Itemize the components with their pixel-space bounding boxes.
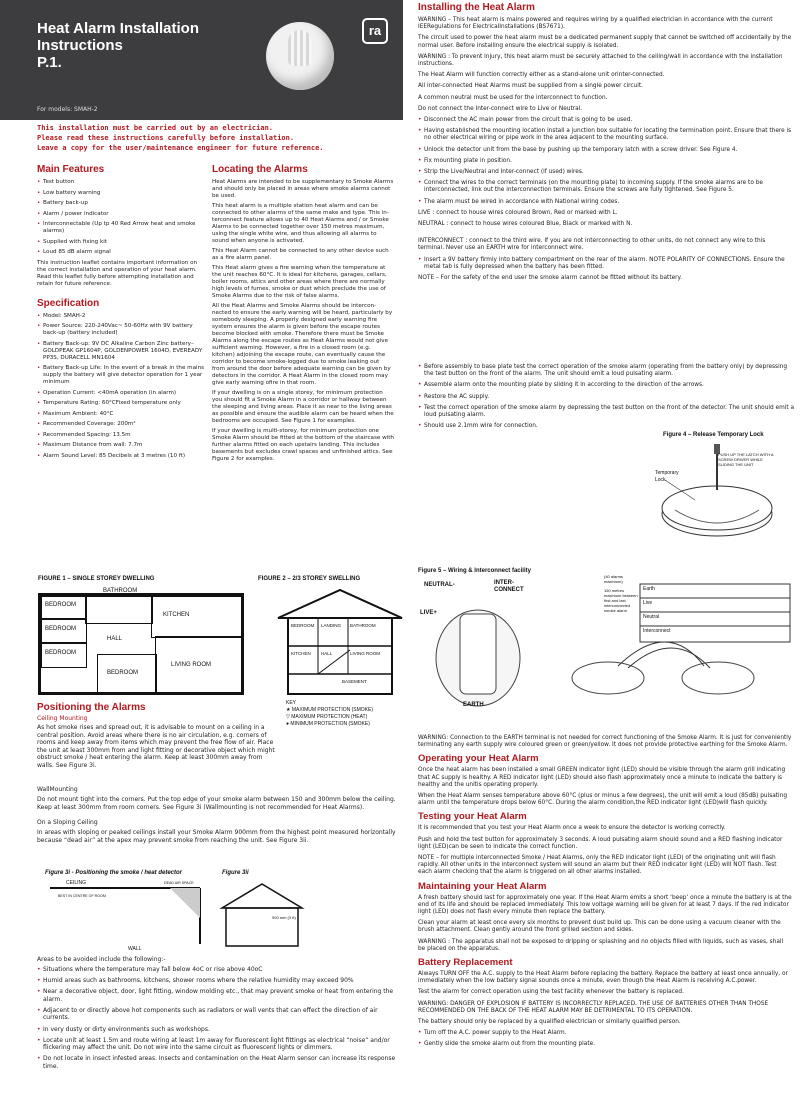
ceiling-mounting (37, 724, 277, 773)
locating-paragraph: This Heat alarm gives a fire warning when the temperature at the unit reaches 60°C. It is ideal for kitchens, garages, cellars, boiler rooms, attics and other areas where there are normally high levels of fumes, smoke or dust which preclude the use of Smoke Alarms due to the risk of false alarms. (212, 265, 387, 299)
warning-line: This installation must be carried out by an electrician. (37, 124, 274, 132)
room-label: HALL (107, 636, 123, 642)
room-label: HALL (321, 651, 333, 656)
avoid-item: • Humid areas such as bathrooms, kitchens, shower rooms where the relative humidity may exceed 90% (37, 977, 397, 985)
install-step: • Disconnect the AC main power from the circuit that is going to be used. (418, 117, 792, 124)
install-step: • The alarm must be wired in accordance with National wiring codes. (418, 199, 792, 206)
locating-paragraph: If your dwelling is multi-storey, for minimum protection one Smoke Alarm should be fitted at the bottom of the staircase with further alarms fitted on each upstairs landing. This includes basements but excludes crawl spaces and unfinished attics. See Figure 2 for examples. (212, 428, 394, 462)
avoid-item: • In very dusty or dirty environments such as workshops. (37, 1026, 397, 1034)
install-step: • Restore the AC supply. (418, 394, 792, 401)
room-label: BATHROOM (103, 588, 138, 594)
spec-item: • Alarm Sound Level: 85 Decibels at 3 metres (10 ft) (37, 453, 207, 460)
install-paragraph: WARNING – This heat alarm is mains powered and requires wiring by a qualified electrician in accordance with the current IEERegulations for ElectricalInstallations (BS7671). (418, 17, 773, 31)
spec-item: • Recommended Spacing: 13.5m (37, 432, 207, 439)
install-step: • Before assembly to base plate test the correct operation of the smoke alarm (operating from the battery only) by depressing the test button on the front of the alarm. The unit should emit a loud pulsating alarm. (418, 364, 792, 378)
spec-item: • Battery Back-up: 9V DC Alkaline Carbon Zinc battery– GOLDPEAK GP1604P, GOLDENPOWER 1604D, EVEREADY PP3S, DURACELL MN1604 (37, 341, 207, 362)
testing-paragraph: NOTE – for multiple interconnected Smoke / Heat Alarms, only the RED indicator light (LED) of the originating unit will flash rapidly. All other units in the interconnect system will sound an alarm but their RED indicator light (LED) will NOT flash. Test each alarm checking that the alarm is triggered on all other alarms installed. (418, 855, 777, 876)
room-label: BASEMENT (342, 679, 367, 684)
header-banner (0, 0, 403, 120)
neutral-wire-text: NEUTRAL : connect to house wires coloured Blue, Black or marked with N. (418, 221, 633, 228)
room-label: KITCHEN (291, 651, 311, 656)
install-paragraph: The Heat Alarm will function correctly either as a stand-alone unit orinter-connected. (418, 72, 665, 79)
temporary-lock-label: Temporary Lock (655, 470, 679, 483)
avoid-intro: Areas to be avoided include the following:- (37, 956, 166, 963)
figure-key (286, 700, 406, 728)
feature-item: • Supplied with fixing kit (37, 239, 207, 246)
subheading: WallMounting (37, 786, 78, 793)
room-label: LIVING ROOM (171, 662, 212, 668)
battery-paragraph: Always TURN OFF the A.C. supply to the Heat Alarm before replacing the battery. Replace the battery at least once annually, or immediately when the low battery signal sounds once a minute, even though the Heat Alarm is receiving A.C.power. (418, 971, 788, 985)
locating-section (212, 164, 394, 466)
fig3-label: BEST IN CENTRE OF ROOM (58, 894, 106, 898)
feature-item: • Low battery warning (37, 190, 207, 197)
live-wire-text: LIVE : connect to house wires coloured Brown, Red or marked with L. (418, 209, 618, 216)
testing-paragraph: Push and hold the test button for approximately 3 seconds. A loud pulsating alarm should sound and a RED flashing indicator light (LED)can be seen to indicate the correct function. (418, 836, 783, 850)
battery-paragraph: WARNING: DANGER OF EXPLOSION IF BATTERY IS INCORRECTLY REPLACED. THE USE OF BATTERIES OTHER THAN THOSE RECOMMENDED ON THE BACK OF THE HEAT ALARM MAY BE DETRIMENTAL TO ITS OPERATION. (418, 1000, 769, 1014)
install-note: NOTE – For the safety of the end user the smoke alarm cannot be fitted without its battery. (418, 275, 682, 282)
wall-paragraph: Do not mount tight into the corners. Put the top edge of your smoke alarm between 150 and 300mm below the ceiling. Keep at least 300mm from room corners. See Figure 3i (Wallmounting is not recommended for Heat Alarms). (37, 796, 396, 811)
feature-item: • Interconnectable (Up tp 40 Red Arrow heat and smoke alarms) (37, 221, 207, 235)
figure-2-house (270, 588, 410, 700)
spec-item: • Maximum Distance from wall: 7.7m (37, 442, 207, 449)
wall-mounting (37, 786, 397, 847)
key-title: KEY (286, 700, 297, 706)
battery-paragraph: The battery should only be replaced by a qualified electrician or similarly qualified person. (418, 1019, 681, 1026)
live-label: LIVE+ (420, 610, 437, 616)
room-label: KITCHEN (163, 612, 190, 618)
install-paragraph: The circuit used to power the heat alarm must be a dedicated permanent supply that cannot be switched off accidentally by the normal user. Before installing ensure the electrical supply is isolated. (418, 35, 792, 49)
feature-item: • Alarm / power indicator (37, 211, 207, 218)
install-step: • Fix mounting plate in position. (418, 158, 792, 165)
battery-step: • Insert a 9V battery firmly into battery compartment on the rear of the alarm. NOTE POLARITY OF CONNECTIONS. Ensure the metal tab is fully depressed when the battery has been fitted. (418, 257, 792, 271)
spec-item: • Maximum Ambient: 40°C (37, 411, 207, 418)
heat-alarm-image (266, 22, 334, 90)
section-heading: Specification (37, 297, 100, 309)
avoid-item: • Do not locate in insect infested areas. Insects and contamination on the Heat Alarm sensor can increase its response time. (37, 1055, 397, 1070)
earth-label: EARTH (463, 702, 484, 708)
locating-paragraph: If your dwelling is on a single storey, for minimum protection you should fit a Smoke Alarm in a corridor or hallway between the sleeping and living areas. Place it as near to the living areas as possible and ensure the audible alarm can be heard when the bedrooms are occupied. See Figure 1 for examples. (212, 390, 394, 424)
wire-label: Interconnect (643, 628, 671, 634)
section-heading: Maintaining your Heat Alarm (418, 880, 547, 892)
intro-paragraph: This instruction leaflet contains important information on the correct installation and operation of your heat alarm. Read this leaflet fully before attempting installation and retain for future reference. (37, 259, 198, 287)
interconnect-label: INTER-CONNECT (494, 580, 524, 593)
wire-label: Neutral (643, 614, 660, 620)
section-heading: Main Features (37, 164, 105, 175)
feature-item: • Battery back-up (37, 200, 207, 207)
room-label: BEDROOM (291, 623, 315, 628)
models-label: For models: SMAH-2 (37, 106, 98, 113)
install-paragraph: Do not connect the Inter-connect wire to Live or Neutral. (418, 105, 583, 112)
figure-3i-caption: Figure 3i - Positioning the smoke / heat detector (45, 870, 183, 876)
spec-item: • Temperature Rating: 60°CFixed temperature only (37, 400, 207, 407)
room-label: BEDROOM (45, 602, 77, 608)
latch-note: PUSH UP THE LATCH WITH A SCREW DRIVER WHILE SLIDING THE UNIT (718, 452, 774, 467)
install-paragraph: A common neutral must be used for the interconnect to function. (418, 94, 608, 101)
maintaining-paragraph: WARNING : The apparatus shall not be exposed to dripping or splashing and no objects filled with liquids, such as vases, shall be placed on the apparatus. (418, 938, 784, 952)
install-step: • Strip the Live/Neutral and Inter-connect (if used) wires. (418, 169, 792, 176)
battery-step: • Turn off the A.C. power supply to the Heat Alarm. (418, 1030, 792, 1037)
warning-line: Leave a copy for the user/maintenance engineer for future reference. (37, 144, 324, 152)
operating-paragraph: When the Heat Alarm senses temperature above 60°C (plus or minus a few degrees), the unit will emit a loud (85dB) pulsating alarm until the temperature drops below 60°C. During the alarm condition,the RED indicator light (LED)will flash quickly. (418, 793, 788, 807)
avoid-item: • Situations where the temperature may fall below 4oC or rise above 40oC (37, 966, 397, 974)
locating-paragraph: This Heat Alarm cannot be connected to any other device such as a fire alarm panel. (212, 248, 389, 261)
figure-3-illustration (40, 878, 330, 948)
room-label: BATHROOM (350, 623, 376, 628)
earth-warning: WARNING: Connection to the EARTH terminal is not needed for correct functioning of the Smoke Alarm. It is just for conveniently terminating any earth supply wire coloured green or green/yellow. It does not provide protective earthing for the Smoke Alarm. (418, 735, 792, 749)
section-heading: Operating your Heat Alarm (418, 753, 539, 765)
areas-to-avoid (37, 956, 397, 1074)
room-label: LIVING ROOM (350, 651, 381, 656)
locating-paragraph: All the Heat Alarms and Smoke Alarms should be intercon-nected to ensure the early warning will be heard, particularly by somebody sleeping. A properly designed early warning fire system ensures the alarm is given before the escape routes become blocked with smoke. Therefore there must be Smoke Alarms along the escape routes as Heat Alarms would not give sufficient warning. However, a fire in a closed room (e.g. kitchen) adjoining the escape route, can eventually cause the corridor to become smoke-logged due to smoke leaking out from around the door before adequate warning can be given by detectors in the corridor. A Heat Alarm in the closed room may give early warning ofire in that room. (212, 303, 393, 386)
section-heading: Positioning the Alarms (37, 702, 146, 713)
key-item: ★ MAXIMUM PROTECTION (SMOKE) (286, 707, 373, 713)
section-heading: Battery Replacement (418, 957, 513, 969)
interconnect-text: INTERCONNECT : connect to the third wire. If you are not interconnecting to other units, do not connect any wire to this terminal. Never use an EARTH wire for interconnect wire. (418, 238, 766, 252)
slope-paragraph: In areas with sloping or peaked ceilings install your Smoke Alarm 900mm from the highest point measured horizontally because “dead air” at the apex may prevent smoke from reaching the unit. See Figure 3ii. (37, 829, 396, 844)
doc-title: Heat Alarm Installation Instructions P.1. (37, 20, 199, 71)
figure-5-caption: Figure 5 – Wiring & Interconnect facility (418, 568, 531, 574)
installing-section (418, 2, 792, 286)
figure-4-caption: Figure 4 – Release Temporary Lock (663, 432, 764, 438)
fig3-label: WALL (128, 946, 142, 952)
testing-paragraph: It is recommended that you test your Heat Alarm once a week to ensure the detector is working correctly. (418, 825, 726, 832)
avoid-item: • Adjacent to or directly above hot components such as radiators or wall vents that can effect the direction of air currents. (37, 1007, 397, 1022)
battery-step: • Gently slide the smoke alarm out from the mounting plate. (418, 1041, 792, 1048)
wire-label: Earth (643, 586, 655, 592)
fig5-note: (40 alarms maximum) (604, 574, 623, 584)
spec-item: • Operation Current: <40mA operation (in alarm) (37, 390, 207, 397)
install-step: • Unlock the detector unit from the base by pushing up the temporary latch with a screw driver. See Figure 4. (418, 147, 792, 154)
install-step: • Connect the wires to the correct terminals (on the mounting plate) to incoming supply. If the smoke alarms are to be interconnected, link out the interconnection terminals. Ensure the screws are fully tightened. See Figure 5. (418, 180, 792, 194)
main-features-section (37, 164, 207, 463)
fig5-note: 150 metres maximum between first and last interconnected smoke alarm (604, 588, 638, 613)
install-step: • Test the correct operation of the smoke alarm by depressing the test button on the front of the detector. The unit should emit a loud pulsating alarm. (418, 405, 796, 419)
key-item: ▽ MAXIMUM PROTECTION (HEAT) (286, 714, 368, 720)
locating-paragraph: Heat Alarms are intended to be supplementary to Smoke Alarms and should only be placed in areas where smoke alarms cannot be used. (212, 179, 394, 199)
subheading: On a Sloping Ceiling (37, 819, 98, 827)
fig3-label: CEILING (66, 880, 87, 886)
brand-logo-icon: ra (362, 18, 388, 44)
wire-label: Live (643, 600, 653, 606)
install-paragraph: All inter-connected Heat Alarms must be supplied from a single power circuit. (418, 83, 644, 90)
install-steps-2 (418, 364, 795, 434)
locating-paragraph: This heat alarm is a multiple station heat alarm and can be connected to other alarms of the same make and type. This in-terconnect feature allows up to 40 Heat Alarms and / or Smoke Alarms to be connected together over 150 metres maximum, using the single white wire, and thus allowing all alarms to sound when anyone is activated. (212, 203, 389, 244)
spec-item: • Model: SMAH-2 (37, 313, 207, 320)
subheading: Ceiling Mounting (37, 715, 88, 722)
room-label: LANDING (321, 623, 342, 628)
room-label: BEDROOM (45, 626, 77, 632)
fig3-label: 900 mm (3 ft) (272, 915, 296, 920)
figure-2-caption: FIGURE 2 – 2/3 STOREY SWELLING (258, 576, 361, 582)
feature-item: • Loud 85 dB alarm signal (37, 249, 207, 256)
feature-item: • Test button (37, 179, 207, 186)
warning-line: Please read these instructions carefully before installation. (37, 134, 295, 142)
neutral-label: NEUTRAL- (424, 582, 455, 588)
spec-item: • Power Source: 220-240Vac~ 50-60Hz with 9V battery back-up (battery included) (37, 323, 207, 337)
fig3-label: DEAD AIR SPACE (164, 881, 194, 885)
lower-right-column (418, 735, 792, 1053)
install-step: • Should use 2.1mm wire for connection. (418, 423, 792, 430)
maintaining-paragraph: Clean your alarm at least once every six months to prevent dust build up. This can be done using a vacuum cleaner with the brush attachment. Clean gently around the front grilled section and sides. (418, 920, 781, 934)
install-paragraph: WARNING : To prevent injury, this heat alarm must be securely attached to the ceiling/wall in accordance with the installation instructions. (418, 53, 783, 68)
room-label: BEDROOM (107, 670, 139, 676)
room-label: BEDROOM (45, 650, 77, 656)
install-step: • Assemble alarm onto the mounting plate by sliding it in according to the direction of the arrows. (418, 382, 792, 389)
operating-paragraph: Once the heat alarm has been installed a small GREEN indicator light (LED) should be visible through the alarm grill indicating that AC supply is healthy. A RED indicator light (LED) should also flash approximately once a minute to indicate the battery is healthy and the unitis operating properly. (418, 767, 786, 788)
figure-1-floorplan (38, 588, 244, 695)
section-heading: Installing the Heat Alarm (418, 2, 535, 13)
key-item: ● MINIMUM PROTECTION (SMOKE) (286, 721, 370, 727)
battery-paragraph: Test the alarm for correct operation using the test facility whenever the battery is replaced. (418, 989, 684, 996)
installation-warnings (37, 123, 407, 153)
figure-1-caption: FIGURE 1 – SINGLE STOREY DWELLING (38, 576, 155, 582)
section-heading: Testing your Heat Alarm (418, 811, 527, 823)
positioning-section (37, 702, 277, 725)
ceiling-paragraph: As hot smoke rises and spread out, it is advisable to mount on a ceiling in a central position. Avoid areas where there is no air circulation, e.g. corners of rooms and keep away from items which may prevent the free flow of air. Place the unit at least 300mm from and light fitting or decorative object which might obstruct smoke / heat entering the alarm. Keep at least 300mm away from walls. See Figure 3i. (37, 724, 275, 769)
avoid-item: • Locate unit at least 1.5m and route wiring at least 1m away for fluorescent light fittings as electrical “noise” and/or flickering may affect the unit. Do not wire into the same circuit as fluorescent lights or dimmers. (37, 1037, 397, 1052)
avoid-item: • Near a decorative object, door, light fitting, window molding etc., that may prevent smoke or heat from entering the alarm. (37, 988, 397, 1003)
section-heading: Locating the Alarms (212, 164, 308, 175)
install-step: • Having established the mounting location install a junction box suitable for locating the termination point. Ensure that there is no other electrical wiring or pipe work in the area adjacent to the mounting surface. (418, 128, 792, 142)
spec-item: • Recommended Coverage: 200m² (37, 421, 207, 428)
figure-3ii-caption: Figure 3ii (222, 870, 249, 876)
maintaining-paragraph: A fresh battery should last for approximately one year. If the Heat Alarm emits a short ‘beep’ once a minute the battery is at the end of its life and should be replaced immediately. This low voltage warning will be given for at least 7 days. If the red indicator light (LED) does not flash every minute then replace the battery. (418, 894, 792, 916)
spec-item: • Battery Back-up Life: In the event of a break in the mains supply the battery will give detector operation for 1 year minimum (37, 365, 207, 386)
